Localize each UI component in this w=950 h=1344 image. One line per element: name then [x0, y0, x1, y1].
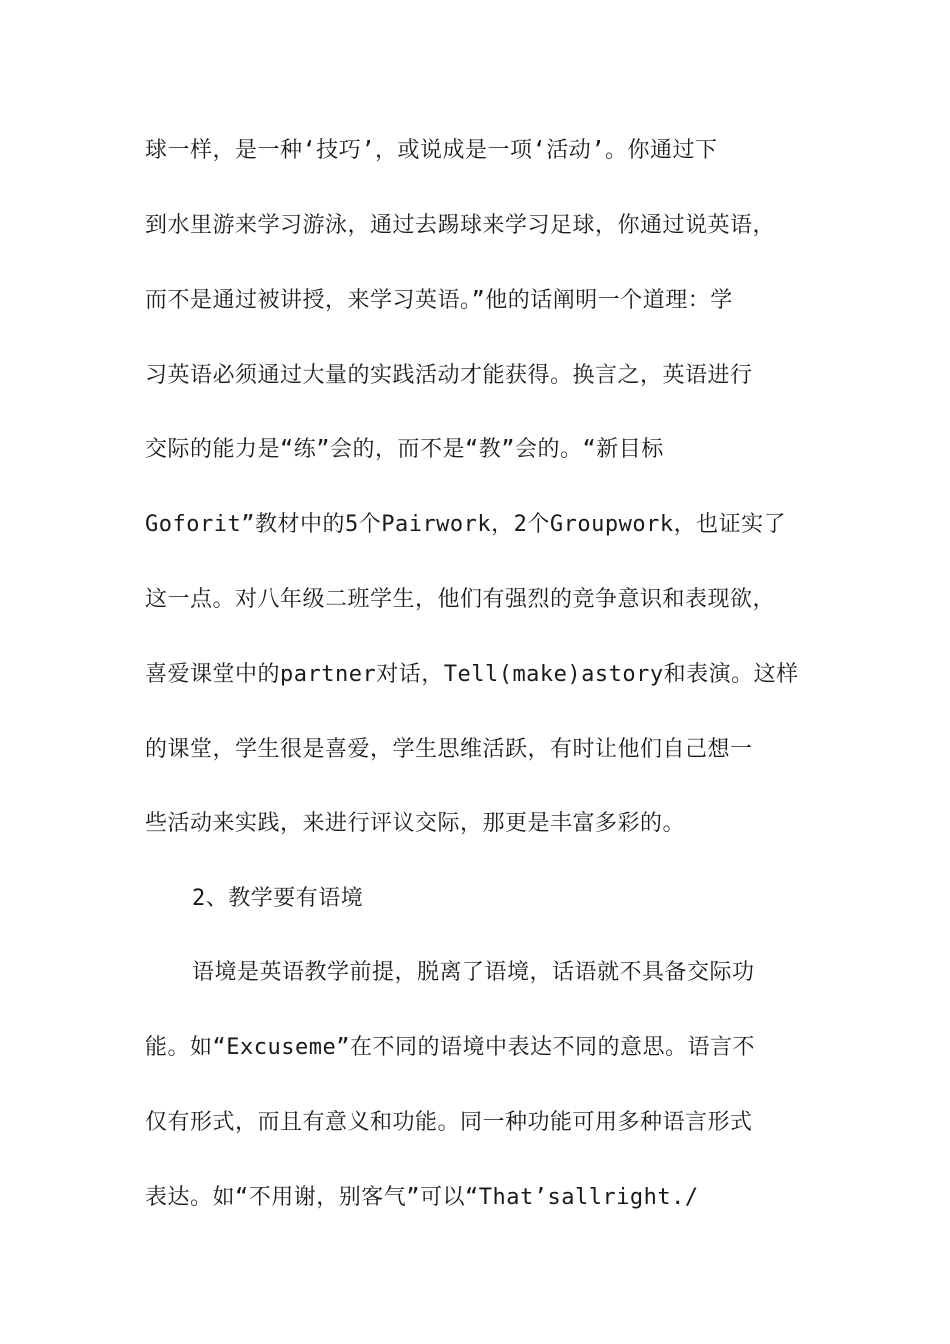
- text-line-9: 的课堂，学生很是喜爱，学生思维活跃，有时让他们自己想一: [145, 737, 753, 762]
- text-line-6: Goforit”教材中的5个Pairwork，2个Groupwork，也证实了: [145, 512, 787, 537]
- text-line-1: 球一样，是一种‘技巧’，或说成是一项‘活动’。你通过下: [145, 138, 718, 163]
- text-line-2: 到水里游来学习游泳，通过去踢球来学习足球，你通过说英语，: [145, 213, 776, 238]
- text-line-5: 交际的能力是“练”会的，而不是“教”会的。“新目标: [145, 437, 664, 462]
- section-heading: 2、教学要有语境: [192, 886, 364, 911]
- text-line-4: 习英语必须通过大量的实践活动才能获得。换言之，英语进行: [145, 363, 753, 388]
- text-line-7: 这一点。对八年级二班学生，他们有强烈的竞争意识和表现欲，: [145, 587, 776, 612]
- paragraph2-line-4: 表达。如“不用谢，别客气”可以“That’sallright./: [145, 1185, 699, 1210]
- text-line-3: 而不是通过被讲授，来学习英语。”他的话阐明一个道理：学: [145, 288, 733, 313]
- text-line-8: 喜爱课堂中的partner对话，Tell(make)astory和表演。这样: [145, 662, 799, 687]
- paragraph2-line-1: 语境是英语教学前提，脱离了语境，话语就不具备交际功: [192, 960, 755, 985]
- paragraph2-line-3: 仅有形式，而且有意义和功能。同一种功能可用多种语言形式: [145, 1110, 753, 1135]
- paragraph2-line-2: 能。如“Excuseme”在不同的语境中表达不同的意思。语言不: [145, 1035, 755, 1060]
- text-line-10: 些活动来实践，来进行评议交际，那更是丰富多彩的。: [145, 811, 686, 836]
